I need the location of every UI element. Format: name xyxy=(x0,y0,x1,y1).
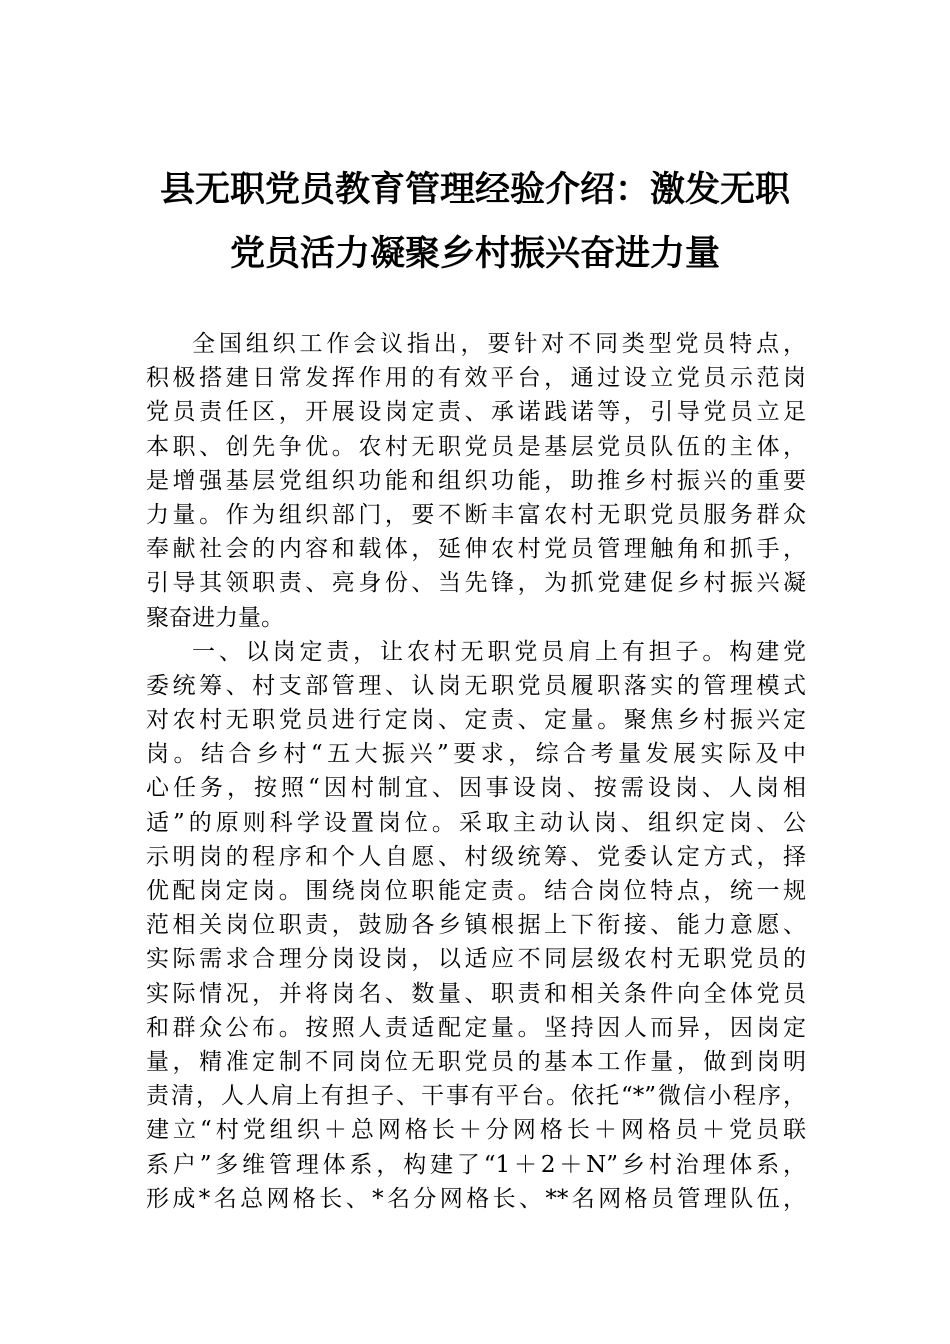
text-line: 本职、创先争优。农村无职党员是基层党员队伍的主体， xyxy=(146,433,806,460)
text-line: 和群众公布。按照人责适配定量。坚持因人而异，因岗定 xyxy=(146,1014,806,1041)
text-line: 是增强基层党组织功能和组织功能，助推乡村振兴的重要 xyxy=(146,467,806,494)
text-line: 建立“村党组织＋总网格长＋分网格长＋网格员＋党员联 xyxy=(146,1117,806,1144)
text-line: 范相关岗位职责，鼓励各乡镇根据上下衔接、能力意愿、 xyxy=(146,912,806,939)
text-line: 聚奋进力量。 xyxy=(146,604,284,631)
document-body xyxy=(146,327,806,1216)
text-line: 一、以岗定责，让农村无职党员肩上有担子。构建党 xyxy=(192,638,806,665)
text-line: 实际需求合理分岗设岗，以适应不同层级农村无职党员的 xyxy=(146,946,806,973)
text-line: 奉献社会的内容和载体，延伸农村党员管理触角和抓手， xyxy=(146,536,806,563)
text-line: 责清，人人肩上有担子、干事有平台。依托“*”微信小程序， xyxy=(146,1083,806,1110)
text-line: 全国组织工作会议指出，要针对不同类型党员特点， xyxy=(192,331,806,357)
text-line: 委统筹、村支部管理、认岗无职党员履职落实的管理模式 xyxy=(146,672,806,699)
paragraph-1 xyxy=(146,327,806,635)
text-line: 优配岗定岗。围绕岗位职能定责。结合岗位特点，统一规 xyxy=(146,878,806,904)
document-title-line-2: 党员活力凝聚乡村振兴奋进力量 xyxy=(229,233,720,274)
text-line: 系户”多维管理体系，构建了“1＋2＋N”乡村治理体系， xyxy=(146,1151,806,1178)
document-title-line-1: 县无职党员教育管理经验介绍：激发无职 xyxy=(159,169,790,210)
text-line: 实际情况，并将岗名、数量、职责和相关条件向全体党员 xyxy=(146,980,806,1007)
text-line: 量，精准定制不同岗位无职党员的基本工作量，做到岗明 xyxy=(146,1048,806,1075)
text-line: 岗。结合乡村“五大振兴”要求，综合考量发展实际及中 xyxy=(146,741,806,768)
paragraph-2 xyxy=(146,635,806,1216)
text-line: 引导其领职责、亮身份、当先锋，为抓党建促乡村振兴凝 xyxy=(146,570,806,597)
text-line: 形成*名总网格长、*名分网格长、**名网格员管理队伍， xyxy=(146,1185,806,1212)
text-line: 心任务，按照“因村制宜、因事设岗、按需设岗、人岗相 xyxy=(146,775,806,802)
text-line: 力量。作为组织部门，要不断丰富农村无职党员服务群众 xyxy=(146,501,806,528)
text-line: 适”的原则科学设置岗位。采取主动认岗、组织定岗、公 xyxy=(146,809,806,836)
text-line: 示明岗的程序和个人自愿、村级统筹、党委认定方式，择 xyxy=(146,843,806,870)
text-line: 党员责任区，开展设岗定责、承诺践诺等，引导党员立足 xyxy=(146,399,806,426)
text-line: 积极搭建日常发挥作用的有效平台，通过设立党员示范岗 xyxy=(146,365,806,392)
text-line: 对农村无职党员进行定岗、定责、定量。聚焦乡村振兴定 xyxy=(146,707,806,734)
